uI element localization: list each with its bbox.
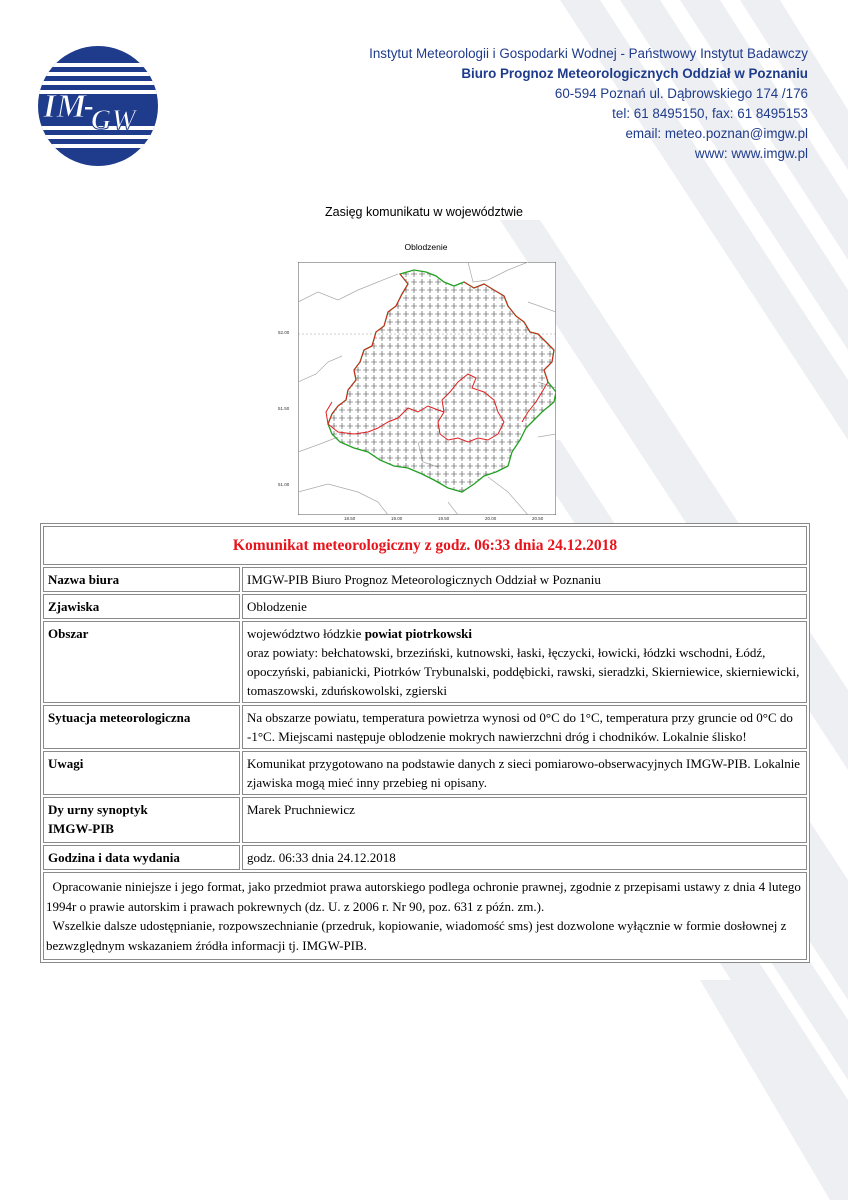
situation-label: Sytuacja meteorologiczna (43, 705, 240, 749)
forecaster-label-line1: Dy urny synoptyk (48, 802, 148, 817)
map-caption: Zasięg komunikatu w województwie (324, 205, 523, 219)
row-office (43, 567, 807, 592)
map-y-tick: 51.00 (278, 482, 290, 487)
copyright-paragraph: Opracowanie niniejsze i jego format, jako przedmiot prawa autorskiego podlega ochronie prawnej, zgodnie z przepisami ustawy z dnia 4 lutego 1994r o prawie autorskim i prawach pokrewnych (dz. U. z 2006 r. Nr 90, poz. 631 z późn. zm.). (46, 879, 805, 914)
copyright-note (43, 872, 807, 960)
office-value: IMGW-PIB Biuro Prognoz Meteorologicznych Oddział w Poznaniu (242, 567, 807, 592)
report-table (40, 523, 810, 963)
row-situation (43, 705, 807, 749)
report-title: Komunikat meteorologiczny z godz. 06:33 dnia 24.12.2018 (43, 526, 807, 565)
notes-label: Uwagi (43, 751, 240, 795)
office-website[interactable]: www: www.imgw.pl (694, 146, 808, 161)
area-value (242, 621, 807, 703)
warning-map (276, 242, 576, 527)
institute-name: Instytut Meteorologii i Gospodarki Wodnej - Państwowy Instytut Badawczy (369, 46, 808, 61)
institute-header (369, 44, 808, 164)
issued-label: Godzina i data wydania (43, 845, 240, 870)
office-phone: tel: 61 8495150, fax: 61 8495153 (612, 106, 808, 121)
phenomena-label: Zjawiska (43, 594, 240, 619)
notes-value: Komunikat przygotowano na podstawie danych z sieci pomiarowo-obserwacyjnych IMGW-PIB. Lokalnie zjawiska mogą mieć inny przebieg ni opisany. (242, 751, 807, 795)
forecaster-label-line2: IMGW-PIB (48, 821, 114, 836)
area-main-county: powiat piotrkowski (364, 626, 472, 641)
row-phenomena (43, 594, 807, 619)
office-label: Nazwa biura (43, 567, 240, 592)
situation-value: Na obszarze powiatu, temperatura powietrza wynosi od 0°C do 1°C, temperatura przy gruncie od 0°C do -1°C. Miejscami następuje oblodzenie mokrych nawierzchni dróg i chodników. Lokalnie ślisko! (242, 705, 807, 749)
map-x-tick: 19.00 (391, 516, 403, 521)
distribution-paragraph: Wszelkie dalsze udostępnianie, rozpowszechnianie (przedruk, kopiowanie, wiadomość sms) jest dozwolone wyłącznie w formie dosłownej z bezwzględnym wskazaniem źródła informacji tj. IMGW-PIB. (46, 918, 790, 953)
area-other-counties: oraz powiaty: bełchatowski, brzeziński, kutnowski, łaski, łęczycki, łowicki, łódzki wschodni, Łódź, opoczyński, pabianicki, Piotrków Trybunalski, poddębicki, rawski, sieradzki, Skierniewice, skierniewicki, tomaszowski, zduńskowolski, zgierski (247, 645, 800, 698)
issued-value: godz. 06:33 dnia 24.12.2018 (242, 845, 807, 870)
row-notes (43, 751, 807, 795)
map-title: Oblodzenie (404, 242, 448, 252)
logo-hyphen: - (84, 91, 94, 122)
row-area (43, 621, 807, 703)
map-canvas (298, 262, 556, 515)
map-x-tick: 18.50 (344, 516, 356, 521)
map-x-tick: 19.50 (438, 516, 450, 521)
office-address: 60-594 Poznań ul. Dąbrowskiego 174 /176 (554, 86, 808, 101)
area-label: Obszar (43, 621, 240, 703)
map-y-tick: 51.50 (278, 406, 290, 411)
forecaster-label (43, 797, 240, 843)
map-x-tick: 20.00 (485, 516, 497, 521)
area-prefix: województwo łódzkie (247, 626, 365, 641)
imgw-logo (37, 45, 159, 167)
office-email[interactable]: email: meteo.poznan@imgw.pl (625, 126, 808, 141)
map-x-tick: 20.50 (532, 516, 544, 521)
logo-text-bottom: GW (91, 105, 137, 136)
map-y-tick: 52.00 (278, 330, 290, 335)
row-issued (43, 845, 807, 870)
forecaster-value: Marek Pruchniewicz (242, 797, 807, 843)
row-forecaster (43, 797, 807, 843)
office-name: Biuro Prognoz Meteorologicznych Oddział w Poznaniu (461, 66, 808, 81)
phenomena-value: Oblodzenie (242, 594, 807, 619)
logo-text-top: IM (43, 88, 87, 125)
